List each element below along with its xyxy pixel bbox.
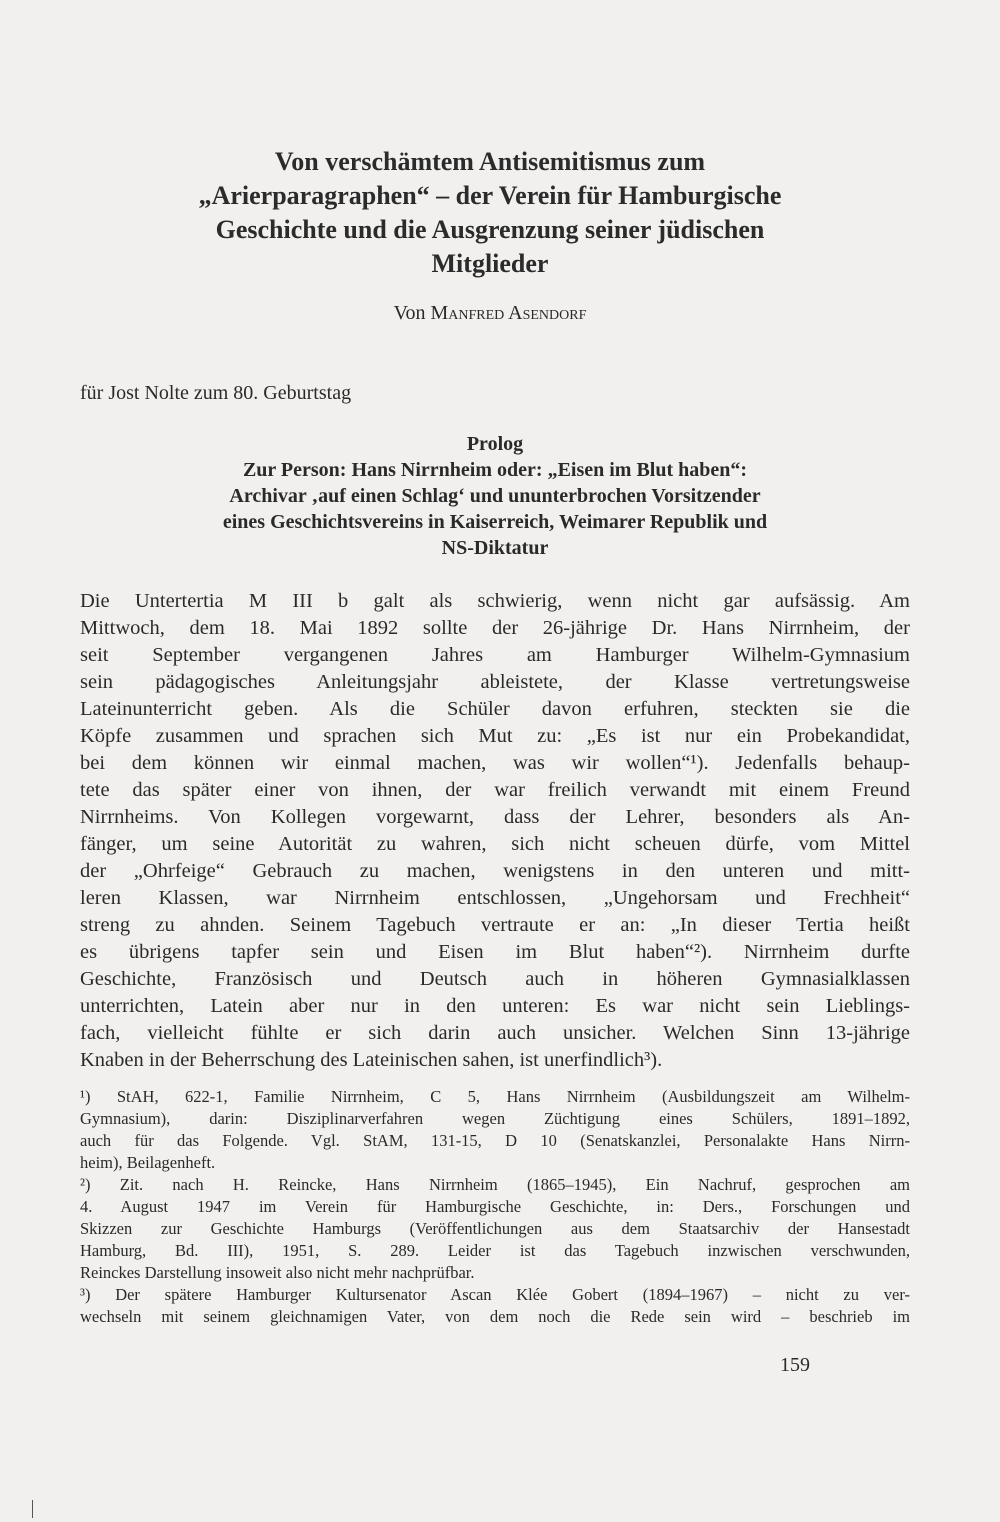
footnote-line: Skizzen zur Geschichte Hamburgs (Veröffentlichungen aus dem Staatsarchiv der Hansestadt	[80, 1219, 910, 1238]
body-line: sein pädagogisches Anleitungsjahr ableistete, der Klasse vertretungsweise	[80, 671, 910, 693]
body-line: fach, vielleicht fühlte er sich darin auch unsicher. Welchen Sinn 13-jährige	[80, 1022, 910, 1044]
body-line: Nirrnheims. Von Kollegen vorgewarnt, dass der Lehrer, besonders als An-	[80, 806, 910, 828]
body-line: seit September vergangenen Jahres am Hamburger Wilhelm-Gymnasium	[80, 644, 910, 666]
footnote-line: ³) Der spätere Hamburger Kultursenator Ascan Klée Gobert (1894–1967) – nicht zu ver-	[80, 1285, 910, 1304]
page-number: 159	[780, 1354, 810, 1376]
title-line: „Arierparagraphen“ – der Verein für Hamburgische	[198, 181, 782, 210]
footnote-line: Hamburg, Bd. III), 1951, S. 289. Leider ist das Tagebuch inzwischen verschwunden,	[80, 1241, 910, 1260]
body-line: es übrigens tapfer sein und Eisen im Blut haben“²). Nirrnheim durfte	[80, 941, 910, 963]
body-line: Knaben in der Beherrschung des Lateinischen sahen, ist unerfindlich³).	[80, 1049, 663, 1071]
body-line: Lateinunterricht geben. Als die Schüler davon erfuhren, steckten sie die	[80, 698, 910, 720]
title-line: Geschichte und die Ausgrenzung seiner jüdischen	[215, 215, 765, 244]
title-line: Von verschämtem Antisemitismus zum	[274, 147, 706, 176]
dedication: für Jost Nolte zum 80. Geburtstag	[80, 382, 352, 404]
prolog-heading	[80, 431, 910, 561]
footnote-line: wechseln mit seinem gleichnamigen Vater, von dem noch die Rede sein wird – beschrieb im	[80, 1307, 910, 1326]
author-line	[100, 300, 880, 326]
author-prefix: Von	[393, 302, 426, 324]
body-line: tete das später einer von ihnen, der war freilich verwandt mit einem Freund	[80, 779, 910, 801]
title-line: Mitglieder	[431, 249, 549, 278]
footnote-line: auch für das Folgende. Vgl. StAM, 131-15, D 10 (Senatskanzlei, Personalakte Hans Nirrn-	[80, 1131, 910, 1150]
footnote-line: 4. August 1947 im Verein für Hamburgische Geschichte, in: Ders., Forschungen und	[80, 1197, 910, 1216]
body-line: leren Klassen, war Nirrnheim entschlossen, „Ungehorsam und Frechheit“	[80, 887, 910, 909]
body-line: bei dem können wir einmal machen, was wir wollen“¹). Jedenfalls behaup-	[80, 752, 910, 774]
body-line: unterrichten, Latein aber nur in den unteren: Es war nicht sein Lieblings-	[80, 995, 910, 1017]
body-line: Mittwoch, dem 18. Mai 1892 sollte der 26-jährige Dr. Hans Nirrnheim, der	[80, 617, 910, 639]
prolog-line: Archivar ‚auf einen Schlag‘ und ununterbrochen Vorsitzender	[229, 485, 761, 507]
body-line: fänger, um seine Autorität zu wahren, sich nicht scheuen dürfe, vom Mittel	[80, 833, 910, 855]
footnote-line: Gymnasium), darin: Disziplinarverfahren wegen Züchtigung eines Schülers, 1891–1892,	[80, 1109, 910, 1128]
body-line: streng zu ahnden. Seinem Tagebuch vertraute er an: „In dieser Tertia heißt	[80, 914, 910, 936]
author-name: Manfred Asendorf	[430, 302, 587, 324]
body-paragraph	[80, 588, 910, 1074]
footnote-line: ¹) StAH, 622-1, Familie Nirrnheim, C 5, Hans Nirrnheim (Ausbildungszeit am Wilhelm-	[80, 1087, 910, 1106]
body-line: Geschichte, Französisch und Deutsch auch in höheren Gymnasialklassen	[80, 968, 910, 990]
footnote-line: Reinckes Darstellung insoweit also nicht mehr nachprüfbar.	[80, 1263, 475, 1282]
prolog-line: Prolog	[466, 433, 524, 455]
prolog-line: Zur Person: Hans Nirrnheim oder: „Eisen im Blut haben“:	[242, 459, 748, 481]
footnote-line: heim), Beilagenheft.	[80, 1153, 216, 1172]
footnote-line: ²) Zit. nach H. Reincke, Hans Nirrnheim (1865–1945), Ein Nachruf, gesprochen am	[80, 1175, 910, 1194]
prolog-line: NS-Diktatur	[441, 537, 549, 559]
margin-tick-mark	[32, 1500, 33, 1518]
body-line: der „Ohrfeige“ Gebrauch zu machen, wenigstens in den unteren und mitt-	[80, 860, 910, 882]
prolog-line: eines Geschichtsvereins in Kaiserreich, Weimarer Republik und	[222, 511, 768, 533]
body-line: Köpfe zusammen und sprachen sich Mut zu: „Es ist nur ein Probekandidat,	[80, 725, 910, 747]
article-title	[100, 145, 880, 281]
footnotes	[80, 1086, 910, 1328]
body-line: Die Untertertia M III b galt als schwierig, wenn nicht gar aufsässig. Am	[80, 590, 910, 612]
